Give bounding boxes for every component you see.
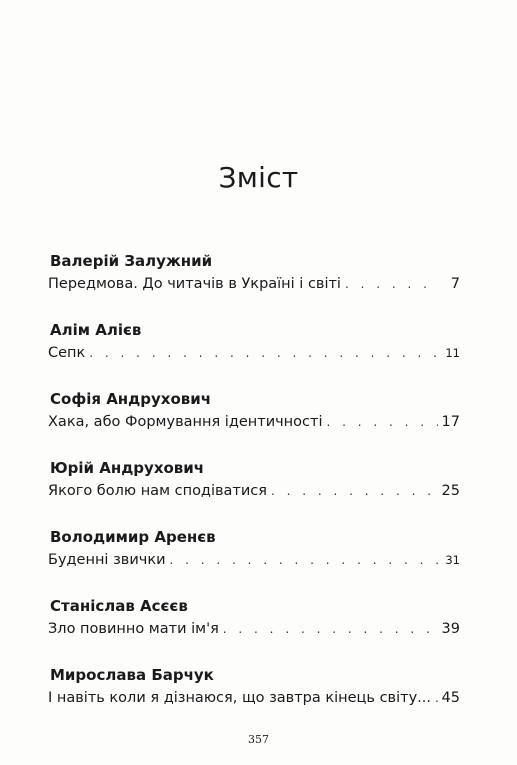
table-of-contents [48,248,462,731]
page-number-footer: 357 [248,733,269,746]
toc-page-number: 31 [445,553,460,567]
toc-page-number: 45 [441,690,460,706]
toc-line [48,276,460,292]
dot-leader [89,346,438,360]
toc-work-title: Буденні звички [48,552,166,568]
toc-entry [48,662,462,731]
toc-work-title: Хака, або Формування ідентичності [48,414,323,430]
toc-author: Володимир Аренєв [50,528,216,546]
toc-entry [48,593,462,662]
page-title: Зміст [218,160,299,194]
toc-author: Станіслав Асєєв [50,597,188,615]
toc-entry [48,317,462,386]
toc-work-title: Сепк [48,345,86,361]
toc-page-number: 39 [441,621,460,637]
toc-author: Мирослава Барчук [50,666,214,684]
toc-line [48,552,460,568]
toc-page-number: 11 [445,346,460,360]
toc-work-title: Передмова. До читачів в Україні і світі [48,276,341,292]
toc-author: Алім Алієв [50,321,142,339]
toc-entry [48,248,462,317]
toc-entry [48,455,462,524]
toc-work-title: Зло повинно мати ім'я [48,621,219,637]
toc-line [48,483,460,499]
toc-author: Валерій Залужний [50,252,213,270]
toc-page-number: 7 [450,276,460,292]
dot-leader [326,415,437,429]
toc-line [48,621,460,637]
toc-author: Юрій Андрухович [50,459,205,477]
dot-leader [223,622,438,636]
toc-work-title: Якого болю нам сподіватися [48,483,267,499]
toc-line [48,345,460,361]
toc-line [48,690,460,706]
toc-page-number: 17 [441,414,460,430]
dot-leader [170,553,438,567]
dot-leader [435,691,438,705]
dot-leader [345,277,438,291]
toc-work-title: І навіть коли я дізнаюся, що завтра кінець світу... [48,690,431,706]
toc-page-number: 25 [441,483,460,499]
toc-line [48,414,460,430]
toc-entry [48,524,462,593]
toc-author: Софія Андрухович [50,390,212,408]
dot-leader [271,484,438,498]
toc-entry [48,386,462,455]
